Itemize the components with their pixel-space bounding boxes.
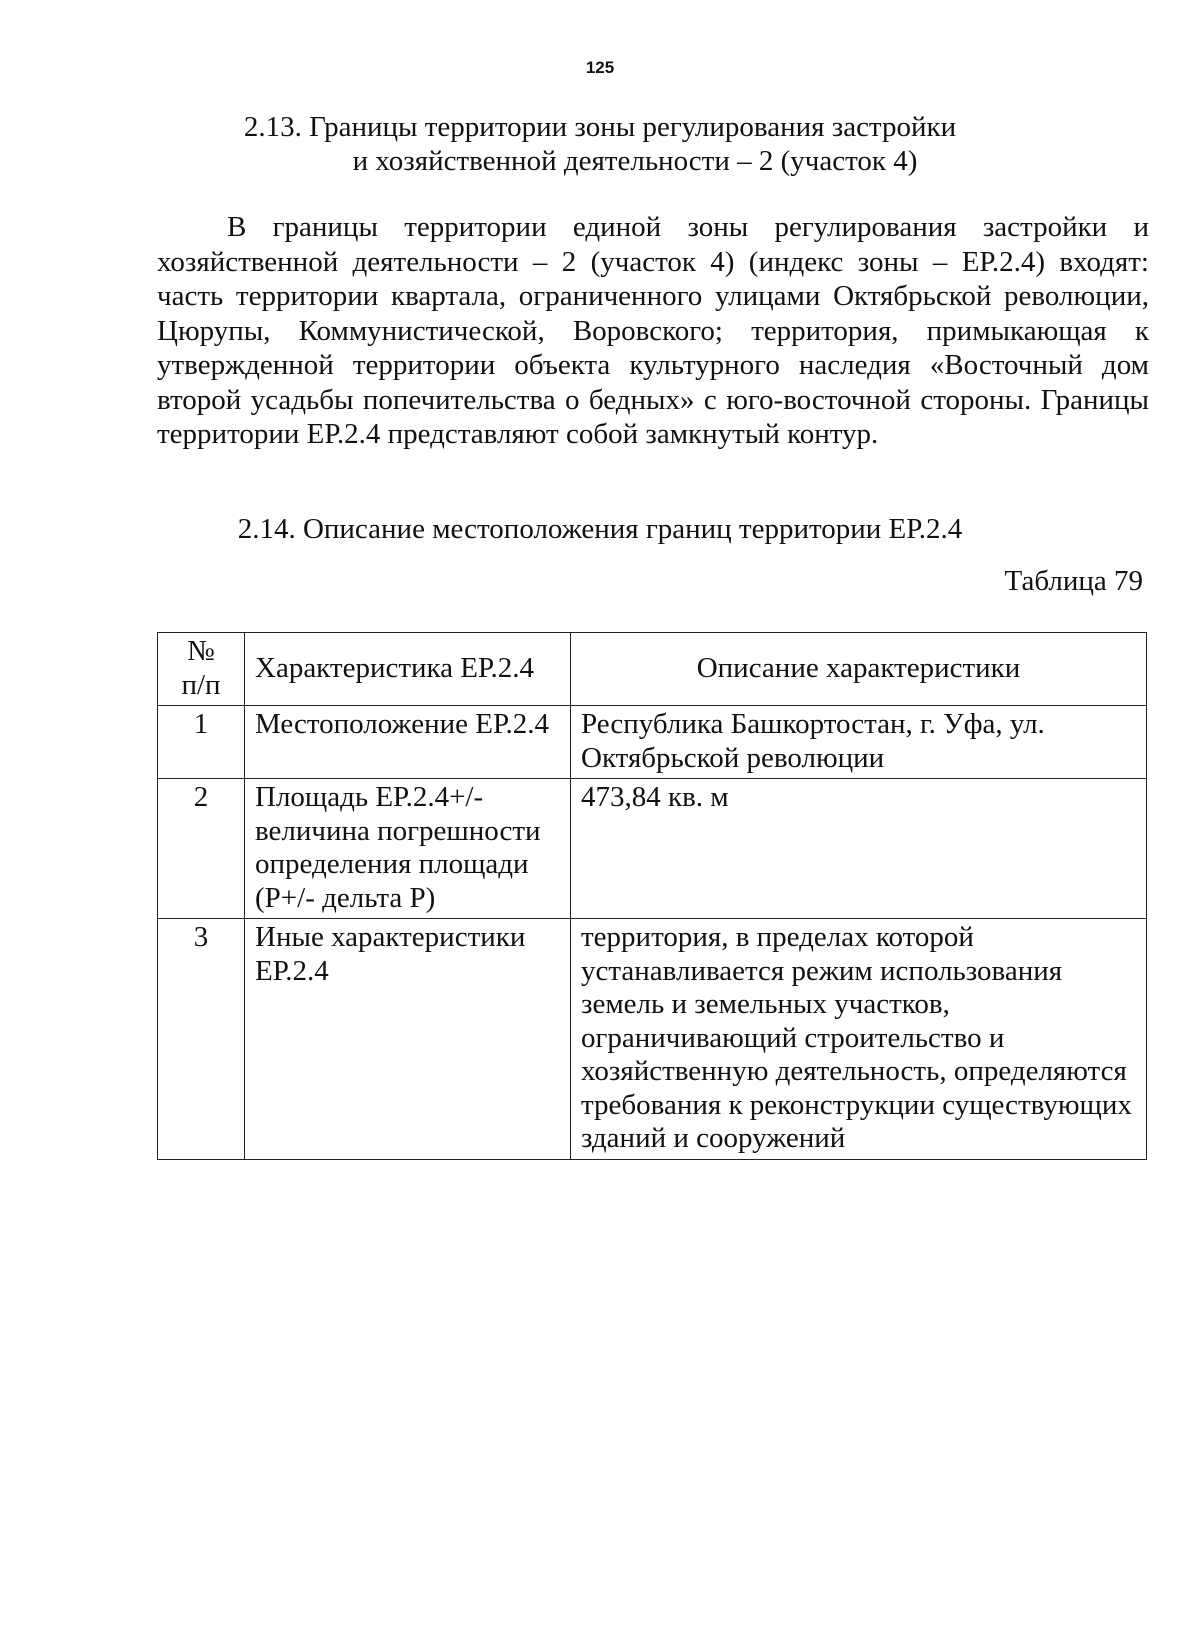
row-description: 473,84 кв. м bbox=[571, 779, 1147, 919]
row-characteristic: Площадь ЕР.2.4+/- величина погрешности определения площади (P+/- дельта P) bbox=[245, 779, 571, 919]
section-title-line-2: и хозяйственной деятельности – 2 (участок 4) bbox=[352, 145, 918, 177]
header-characteristic: Характеристика ЕР.2.4 bbox=[245, 633, 571, 706]
header-number-sign: № bbox=[187, 635, 215, 667]
section-title-2-13 bbox=[0, 110, 1200, 178]
table-caption: Таблица 79 bbox=[1004, 565, 1143, 597]
table-header-row bbox=[158, 633, 1147, 706]
section-title-2-14: 2.14. Описание местоположения границ территории ЕР.2.4 bbox=[237, 513, 963, 545]
header-number-abbrev: п/п bbox=[181, 668, 221, 701]
section-title-line-1: 2.13. Границы территории зоны регулирования застройки bbox=[243, 111, 957, 143]
characteristics-table bbox=[157, 632, 1147, 1160]
row-number: 2 bbox=[158, 779, 245, 919]
row-characteristic: Иные характеристики ЕР.2.4 bbox=[245, 919, 571, 1160]
table-row bbox=[158, 706, 1147, 779]
table-row bbox=[158, 919, 1147, 1160]
page-number: 125 bbox=[585, 58, 615, 77]
header-description: Описание характеристики bbox=[571, 633, 1147, 706]
body-paragraph bbox=[157, 210, 1149, 452]
header-number bbox=[158, 633, 245, 706]
row-number: 3 bbox=[158, 919, 245, 1160]
paragraph-text: В границы территории единой зоны регулирования застройки и хозяйственной деятельности – 2 (участок 4) (индекс зоны – ЕР.2.4) входят: часть территории квартала, ограниченного улицами Октябрьской революции, Цюрупы, Коммунистической, Воровского; территория, примыкающая к утвержденной территории объекта культурного наследия «Восточный дом второй усадьбы попечительства о бедных» с юго-восточной стороны. Границы территории ЕР.2.4 представляют собой замкнутый контур. bbox=[157, 211, 1149, 450]
row-description: территория, в пределах которой устанавливается режим использования земель и земельных участков, ограничивающий строительство и хозяйственную деятельность, определяются требования к реконструкции существующих зданий и сооружений bbox=[571, 919, 1147, 1160]
row-description: Республика Башкортостан, г. Уфа, ул. Октябрьской революции bbox=[571, 706, 1147, 779]
table-row bbox=[158, 779, 1147, 919]
row-characteristic: Местоположение ЕР.2.4 bbox=[245, 706, 571, 779]
row-number: 1 bbox=[158, 706, 245, 779]
